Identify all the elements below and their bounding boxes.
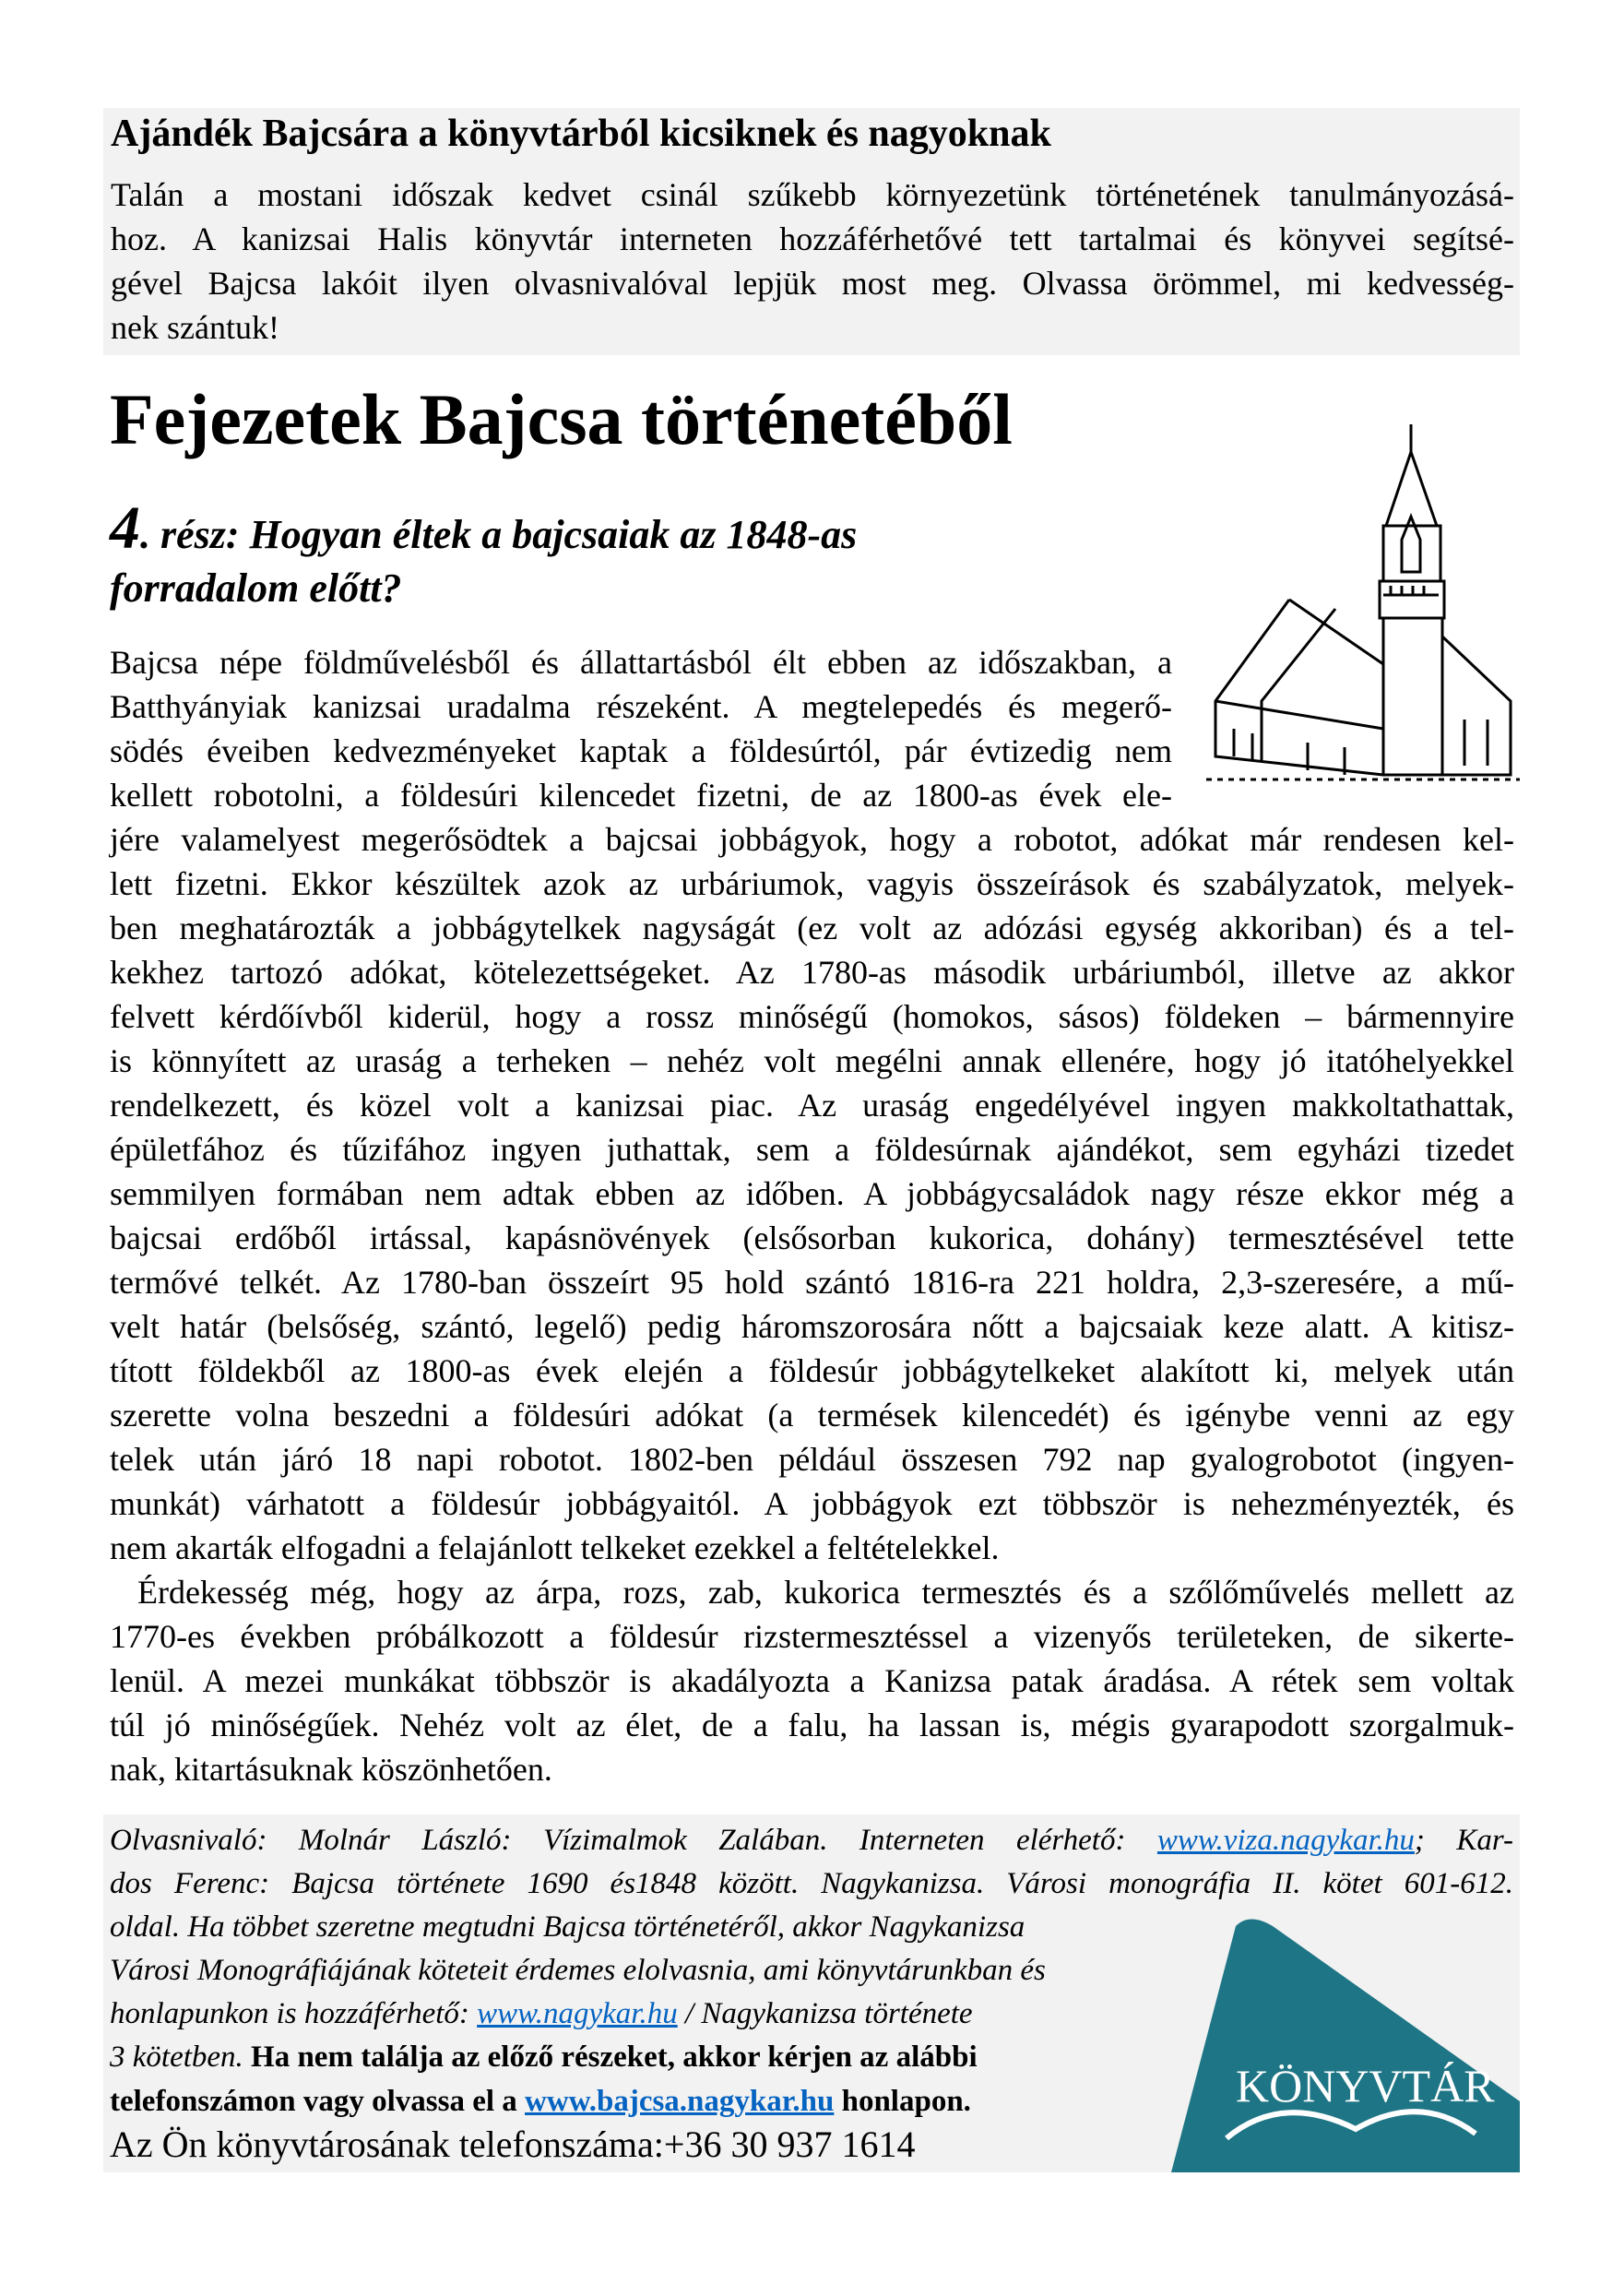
- body-line: rendelkezett, és közel volt a kanizsai piac. Az uraság engedélyével ingyen makkoltathattak,: [110, 1087, 1514, 1124]
- text: honlapon.: [834, 2085, 971, 2118]
- reference-line: [110, 1819, 1513, 1862]
- text: Olvasnivaló: Molnár László: Vízimalmok Zalában. Interneten elérhető:: [110, 1824, 1157, 1857]
- logo-text: KÖNYVTÁR: [1236, 2060, 1495, 2112]
- body-line: bajcsai erdőből irtással, kapásnövények (elsősorban kukorica, dohány) termesztésével tette: [110, 1219, 1514, 1256]
- text: ; Kar-: [1414, 1824, 1513, 1857]
- church-illustration: [1206, 424, 1520, 793]
- article-subtitle: [110, 494, 857, 564]
- library-logo: [1171, 1917, 1520, 2172]
- body-line: velt határ (belsőség, szántó, legelő) pedig háromszorosára nőtt a bajcsaiak keze alatt. A kitisz-: [110, 1308, 1514, 1345]
- intro-line: hoz. A kanizsai Halis könyvtár interneten hozzáférhetővé tett tartalmai és könyvei segítsé-: [111, 220, 1514, 257]
- link-bajcsa[interactable]: www.bajcsa.nagykar.hu: [525, 2085, 835, 2118]
- body-line: lenül. A mezei munkákat többször is akadályozta a Kanizsa patak áradása. A rétek sem voltak: [110, 1662, 1514, 1699]
- text: honlapunkon is hozzáférhető:: [110, 1997, 478, 2030]
- subtitle-text: . rész: Hogyan éltek a bajcsaiak az 1848-as: [140, 512, 858, 557]
- body-line: nem akarták elfogadni a felajánlott telkeket ezekkel a feltételekkel.: [110, 1529, 1000, 1566]
- intro-line: Talán a mostani időszak kedvet csinál szűkebb környezetünk történetének tanulmányozásá-: [111, 176, 1514, 213]
- intro-box: [103, 108, 1520, 355]
- intro-line: nek szántuk!: [111, 309, 279, 346]
- text: telefonszámon vagy olvassa el a: [110, 2085, 526, 2118]
- reference-line: [110, 1993, 973, 2036]
- reference-line: [110, 2080, 971, 2124]
- references-box: [103, 1814, 1520, 2172]
- body-line: södés éveiben kedvezményeket kaptak a földesúrtól, pár évtizedig nem: [110, 732, 1172, 769]
- body-line: telek után járó 18 napi robotot. 1802-ben például összesen 792 nap gyalogrobotot (ingyen-: [110, 1441, 1514, 1478]
- intro-line: gével Bajcsa lakóit ilyen olvasnivalóval lepjük most meg. Olvassa örömmel, mi kedvesség-: [111, 265, 1514, 302]
- body-line: jére valamelyest megerősödtek a bajcsai jobbágyok, hogy a robotot, adókat már rendesen kel-: [110, 821, 1514, 858]
- body-line: termővé telkét. Az 1780-ban összeírt 95 hold szántó 1816-ra 221 holdra, 2,3-szeresére, a mű-: [110, 1264, 1514, 1301]
- link-viza[interactable]: www.viza.nagykar.hu: [1156, 1824, 1415, 1857]
- phone-line: Az Ön könyvtárosának telefonszáma:+36 30 937 1614: [110, 2124, 916, 2165]
- body-line: ben meghatározták a jobbágytelkek nagyságát (ez volt az adózási egység akkoriban) és a tel-: [110, 910, 1514, 946]
- body-line: felvett kérdőívből kiderül, hogy a rossz minőségű (homokos, sásos) földeken – bármennyire: [110, 998, 1514, 1035]
- part-number: 4: [110, 494, 140, 562]
- article-title: Fejezetek Bajcsa történetéből: [110, 379, 1013, 459]
- body-line: Érdekesség még, hogy az árpa, rozs, zab, kukorica termesztés és a szőlőművelés mellett az: [137, 1574, 1514, 1611]
- body-line: lett fizetni. Ekkor készültek azok az urbáriumok, vagyis összeírások és szabályzatok, melyek-: [110, 865, 1514, 902]
- link-nagykar[interactable]: www.nagykar.hu: [477, 1997, 678, 2030]
- body-line: épületfához és tűzifához ingyen juthattak, sem a földesúrnak ajándékot, sem egyházi tizedet: [110, 1131, 1514, 1168]
- bold-text: Ha nem találja az előző részeket, akkor kérjen az alábbi: [251, 2040, 978, 2074]
- body-line: Batthyányiak kanizsai uradalma részeként. A megtelepedés és megerő-: [110, 688, 1172, 725]
- body-line: munkát) várhatott a földesúr jobbágyaitól. A jobbágyok ezt többször is nehezményezték, és: [110, 1485, 1514, 1522]
- article-subtitle-line2: forradalom előtt?: [110, 565, 402, 611]
- body-line: Bajcsa népe földművelésből és állattartásból élt ebben az időszakban, a: [110, 644, 1172, 681]
- body-line: semmilyen formában nem adtak ebben az időben. A jobbágycsaládok nagy része ekkor még a: [110, 1175, 1514, 1212]
- body-line: 1770-es években próbálkozott a földesúr rizstermesztéssel a vizenyős területeken, de sikerte-: [110, 1618, 1514, 1655]
- body-line: kekhez tartozó adókat, kötelezettségeket. Az 1780-as második urbáriumból, illetve az akkor: [110, 954, 1514, 991]
- reference-line: oldal. Ha többet szeretne megtudni Bajcsa történetéről, akkor Nagykanizsa: [110, 1910, 1025, 1944]
- body-line: kellett robotolni, a földesúri kilencedet fizetni, de az 1800-as évek ele-: [110, 777, 1172, 814]
- reference-line: [110, 2036, 978, 2079]
- reference-line: Városi Monográfiájának köteteit érdemes elolvasnia, ami könyvtárunkban és: [110, 1954, 1046, 1987]
- text: / Nagykanizsa története: [677, 1997, 973, 2030]
- intro-heading: Ajándék Bajcsára a könyvtárból kicsiknek és nagyoknak: [111, 113, 1051, 155]
- body-line: szerette volna beszedni a földesúri adókat (a termések kilencedét) és igénybe venni az egy: [110, 1397, 1514, 1434]
- reference-line: dos Ferenc: Bajcsa története 1690 és1848 között. Nagykanizsa. Városi monográfia II. kötet 601-612.: [110, 1867, 1513, 1900]
- body-line: nak, kitartásuknak köszönhetően.: [110, 1751, 552, 1788]
- body-line: túl jó minőségűek. Nehéz volt az élet, de a falu, ha lassan is, mégis gyarapodott szorgalmuk-: [110, 1707, 1514, 1743]
- text: 3 kötetben.: [110, 2040, 252, 2074]
- body-line: tított földekből az 1800-as évek elején a földesúr jobbágytelkeket alakított ki, melyek után: [110, 1352, 1514, 1389]
- body-line: is könnyített az uraság a terheken – nehéz volt megélni annak ellenére, hogy jó itatóhelyekkel: [110, 1042, 1514, 1079]
